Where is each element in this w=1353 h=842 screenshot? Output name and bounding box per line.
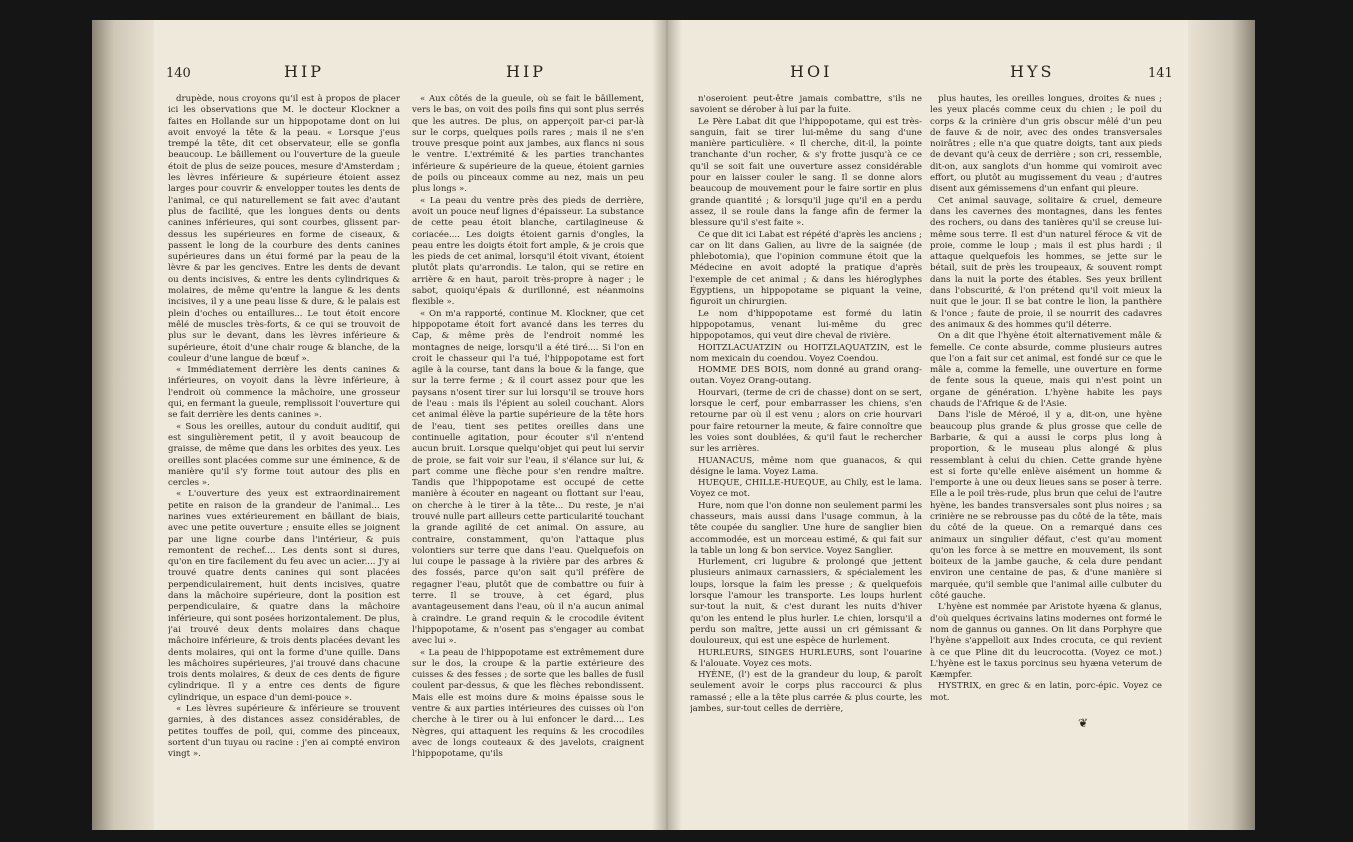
left-page-edges bbox=[92, 20, 154, 830]
left-header-left: HIP bbox=[284, 62, 325, 81]
paragraph: plus hautes, les oreilles longues, droites & nues ; les yeux placés comme ceux du chien ; le poil du corps & la crinière d'un gris obscur mêlé d'un peu de fauve & de noir, avec des ondes transversales noirâtres ; elle n'a que quatre doigts, tant aux pieds de devant qu'à ceux de derrière ; son cri, ressemble, dit-on, aux sanglots d'un homme qui vomiroit avec effort, ou plutôt au mugissement du veau ; d'autres disent aux gémissemens d'un enfant qui pleure. bbox=[930, 94, 1162, 195]
paragraph: « Sous les oreilles, autour du conduit auditif, qui est singulièrement petit, il y avoit beaucoup de graisse, de même que dans les orbites des yeux. Les oreilles sont placées comme sur une éminence, & de manière qu'il s'y forme tout autour des plis en cercles ». bbox=[168, 421, 400, 489]
paragraph: « Immédiatement derrière les dents canines & inférieures, on voyoit dans la lèvre inférieure, à l'endroit où commence la mâchoire, une grosseur qui, en fermant la gueule, remplissoit l'ouverture qui se fait derrière les dents canines ». bbox=[168, 365, 400, 421]
printer-ornament-icon: ❦ bbox=[1078, 716, 1089, 730]
paragraph: « Aux côtés de la gueule, où se fait le bâillement, vers le bas, on voit des poils fins qui sont plus serrés que les autres. De plus, on apperçoit par-ci par-là sur le corps, quelques poils rares ; mais il ne s'en trouve presque point aux jambes, aux flancs ni sous le ventre. L'extrémité & les parties tranchantes inférieure & supérieure de la queue, étoient garnies de poils ou pinceaux comme au nez, mais un peu plus longs ». bbox=[412, 94, 644, 195]
right-column-1 bbox=[690, 94, 922, 810]
paragraph: « La peau du ventre près des pieds de derrière, avoit un pouce neuf lignes d'épaisseur. La substance de cette peau étoit blanche, cartilagineuse & coriacée.... Les doigts étoient garnis d'ongles, la peau entre les doigts étoit fort ample, & je crois que les pieds de cet animal, lorsqu'il étoit vivant, étoient plutôt plats qu'arrondis. Le talon, qui se retire en arrière & en haut, paroit très-propre à nager ; le sabot, quoiqu'épais & durillonné, est néanmoins flexible ». bbox=[412, 195, 644, 308]
right-page-number: 141 bbox=[1148, 66, 1173, 81]
paragraph: Cet animal sauvage, solitaire & cruel, demeure dans les cavernes des montagnes, dans les fentes des rochers, ou dans des tanières qu'il se creuse lui-même sous terre. Il est d'un naturel féroce & vit de proie, comme le loup ; mais il est plus hardi ; il attaque quelquefois les hommes, se jette sur le bétail, suit de près les troupeaux, & souvent rompt dans la nuit la porte des étables. Ses yeux brillent dans l'obscurité, & l'on prétend qu'il voit mieux la nuit que le jour. Il se bat contre le lion, la panthère & l'once ; faute de proie, il se nourrit des cadavres des animaux & des hommes qu'il déterre. bbox=[930, 195, 1162, 330]
paragraph: L'hyène est nommée par Aristote hyæna & glanus, d'où quelques écrivains latins modernes ont formé le nom de gannus ou gannes. On lit dans Porphyre que l'hyène s'appelloit aux Indes crocuta, ce qui revient à ce que Pline dit du leucrocotta. (Voyez ce mot.) L'hyène est le taxus porcinus seu hyæna veterum de Kæmpfer. bbox=[930, 602, 1162, 681]
paragraph: Le nom d'hippopotame est formé du latin hippopotamus, venant lui-même du grec hippopotamos, qui veut dire cheval de rivière. bbox=[690, 308, 922, 342]
left-column-1 bbox=[168, 94, 400, 810]
paragraph: « On m'a rapporté, continue M. Klockner, que cet hippopotame étoit fort avancé dans les terres du Cap, & même près de l'endroit nommé les montagnes de neige, lorsqu'il a été tiré.... Si l'on en croit le chasseur qui l'a tué, l'hippopotame est fort agile à la course, tant dans la boue & la fange, que sur la terre ferme ; & il court assez pour que les paysans n'osent tirer sur lui lorsqu'il se trouve hors de l'eau : mais ils l'épient au soleil couchant. Alors cet animal élève la partie supérieure de la tête hors de l'eau, tient ses petites oreilles dans une continuelle agitation, pour écouter s'il n'entend aucun bruit. Lorsque quelqu'objet qui peut lui servir de proie, se fait voir sur l'eau, il s'élance sur lui, & part comme une flèche pour s'en rendre maître. Tandis que l'hippopotame est occupé de cette manière à écouter en nageant ou flottant sur l'eau, on cherche à le tirer à la tête... Du reste, je n'ai trouvé nulle part ailleurs cette particularité touchant la grande agilité de cet animal. On assure, au contraire, constamment, qu'on l'attaque plus volontiers sur terre que dans l'eau. Quelquefois on lui coupe le passage à la rivière par des arbres & des fossés, parce qu'on sait qu'il préfère de regagner l'eau, plutôt que de combattre ou fuir à terre. Il se trouve, à cet égard, plus avantageusement dans l'eau, où il n'a aucun animal à craindre. Le grand requin & le crocodile évitent l'hippopotame, & n'osent pas s'engager au combat avec lui ». bbox=[412, 308, 644, 647]
paragraph: Dans l'isle de Méroé, il y a, dit-on, une hyène beaucoup plus grande & plus grosse que celle de Barbarie, & qui a aussi le corps plus long à proportion, & le museau plus alongé & plus ressemblant à celui du chien. Cette grande hyène est si forte qu'elle enlève aisément un homme & l'emporte à une ou deux lieues sans se poser à terre. Elle a le poil très-rude, plus brun que celui de l'autre hyène, les bandes transversales sont plus noires ; sa crinière ne se rebrousse pas du côté de la tête, mais du côté de la queue. On a remarqué dans ces animaux un singulier défaut, c'est qu'au moment qu'on les force à se mettre en mouvement, ils sont boiteux de la jambe gauche, & cela dure pendant environ une centaine de pas, & d'une manière si marquée, qu'il semble que l'animal aille culbuter du côté gauche. bbox=[930, 410, 1162, 602]
paragraph: n'oseroient peut-être jamais combattre, s'ils ne savoient se dérober à lui par la fuite. bbox=[690, 94, 922, 116]
paragraph: « L'ouverture des yeux est extraordinairement petite en raison de la grandeur de l'animal... Les narines vues extérieurement en bâillant de biais, avec une petite ouverture ; ensuite elles se joignent par une ligne courbe dans l'intérieur, & puis remontent de rechef.... Les dents sont si dures, qu'on en tire facilement du feu avec un acier.... J'y ai trouvé quatre dents canines qui sont placées perpendiculairement, huit dents incisives, quatre dans la mâchoire supérieure, dont la position est perpendiculaire, & quatre dans la mâchoire inférieure, qui sont posées horizontalement. De plus, j'ai trouvé deux dents molaires dans chaque mâchoire inférieure, & trois dents placées devant les dents molaires, qui ont la forme d'une quille. Dans les mâchoires supérieures, j'ai trouvé dans chacune trois dents molaires, & deux de ces dents de figure cylindrique. Il y a entre ces dents de figure cylindrique, un espace d'un demi-pouce ». bbox=[168, 489, 400, 703]
paragraph: Hourvari, (terme de cri de chasse) dont on se sert, lorsque le cerf, pour embarrasser les chiens, s'en retourne par où il est venu ; alors on crie hourvari pour faire retourner la meute, & faire connoître que les voies sont doublées, & qu'il faut le rechercher sur les arrières. bbox=[690, 387, 922, 455]
left-header-right: HIP bbox=[506, 62, 547, 81]
paragraph: « La peau de l'hippopotame est extrêmement dure sur le dos, la croupe & la partie extérieure des cuisses & des fesses ; de sorte que les balles de fusil coulent par-dessus, & que les flèches rebondissent. Mais elle est moins dure & moins épaisse sous le ventre & aux parties intérieures des cuisses où l'on cherche à le tirer ou à lui enfoncer le dard.... Les Nègres, qui attaquent les requins & les crocodiles avec de longs couteaux & des javelots, craignent l'hippopotame, qu'ils bbox=[412, 647, 644, 760]
right-page-edges bbox=[1188, 20, 1255, 830]
paragraph: HOMME DES BOIS, nom donné au grand orang-outan. Voyez Orang-outang. bbox=[690, 365, 922, 387]
left-column-2 bbox=[412, 94, 644, 810]
book-gutter bbox=[652, 20, 682, 830]
paragraph: HURLEURS, SINGES HURLEURS, sont l'ouarine & l'alouate. Voyez ces mots. bbox=[690, 647, 922, 669]
paragraph: HOITZLACUATZIN ou HOITZLAQUATZIN, est le nom mexicain du coendou. Voyez Coendou. bbox=[690, 342, 922, 364]
paragraph: HUEQUE, CHILLE-HUEQUE, au Chily, est le lama. Voyez ce mot. bbox=[690, 478, 922, 500]
paragraph: Ce que dit ici Labat est répété d'après les anciens ; car on lit dans Galien, au livre de la saignée (de phlebotomia), que l'opinion commune étoit que la Médecine en avoit adopté la pratique d'après l'exemple de cet animal ; & dans les hiéroglyphes Égyptiens, un hippopotame se piquant la veine, figuroit un chirurgien. bbox=[690, 229, 922, 308]
right-header-left: HOI bbox=[790, 62, 833, 81]
right-column-2 bbox=[930, 94, 1162, 810]
paragraph: Le Père Labat dit que l'hippopotame, qui est très-sanguin, fait se tirer lui-même du sang d'une manière particulière. « Il cherche, dit-il, la pointe tranchante d'un rocher, & s'y frotte jusqu'à ce ce qu'il se soit fait une ouverture assez considérable pour en laisser couler le sang. Il se donne alors beaucoup de mouvement pour le faire sortir en plus grande quantité ; & lorsqu'il juge qu'il en a perdu assez, il se roule dans la fange afin de fermer la blessure qu'il s'est faite ». bbox=[690, 116, 922, 229]
paragraph: HUANACUS, même nom que guanacos, & qui désigne le lama. Voyez Lama. bbox=[690, 455, 922, 477]
paragraph: HYÈNE, (l') est de la grandeur du loup, & paroît seulement avoir le corps plus raccourci & plus ramassé ; elle a la tête plus carrée & plus courte, les jambes, sur-tout celles de derrière, bbox=[690, 670, 922, 715]
paragraph: Hurlement, cri lugubre & prolongé que jettent plusieurs animaux carnassiers, & spécialement les loups, lorsque la faim les presse ; & quelquefois lorsque l'amour les transporte. Les loups hurlent sur-tout la nuit, & c'est durant les nuits d'hiver qu'on les entend le plus hurler. Le chien, lorsqu'il a perdu son maître, jette aussi un cri gémissant & douloureux, qui est une espèce de hurlement. bbox=[690, 557, 922, 647]
paragraph: HYSTRIX, en grec & en latin, porc-épic. Voyez ce mot. bbox=[930, 681, 1162, 703]
paragraph: « Les lèvres supérieure & inférieure se trouvent garnies, à des distances assez considérables, de petites touffes de poil, qui, comme des pinceaux, sortent d'un tuyau ou racine : j'en ai compté environ vingt ». bbox=[168, 704, 400, 760]
right-header-right: HYS bbox=[1010, 62, 1055, 81]
paragraph: On a dit que l'hyène étoit alternativement mâle & femelle. Ce conte absurde, comme plusieurs autres que l'on a fait sur cet animal, est fondé sur ce que le mâle a, comme la femelle, une ouverture en forme de fente sous la queue, mais qui n'est point un organe de génération. L'hyène habite les pays chauds de l'Afrique & de l'Asie. bbox=[930, 331, 1162, 410]
paragraph: drupède, nous croyons qu'il est à propos de placer ici les observations que M. le docteur Klockner a faites en Hollande sur un hippopotame dont on lui avoit envoyé la tête & la peau. « Lorsque j'eus trempé la tête, dit cet observateur, elle se gonfla beaucoup. Le bâillement ou l'ouverture de la gueule étoit de plus de seize pouces, mesure d'Amsterdam ; les lèvres inférieure & supérieure étoient assez larges pour couvrir & envelopper toutes les dents de l'animal, ce qui naturellement se fait avec d'autant plus de facilité, que les longues dents ou dents canines inférieures, qui sont courbes, glissent par-dessus les supérieures en forme de ciseaux, & passent le long de la courbure des dents canines supérieures dans un étui formé par la peau de la lèvre & par les gencives. Entre les dents de devant ou dents incisives, & entre les dents cylindriques & molaires, de même qu'entre la langue & les dents incisives, il y a une peau lisse & dure, & le palais est plein d'oches ou entaillures... Le tout étoit encore mêlé de muscles très-forts, & ce qui se trouvoit de plus sur le devant, dans les lèvres inférieure & supérieure, étoit d'une chair rouge & blanche, de la couleur d'une langue de bœuf ». bbox=[168, 94, 400, 364]
left-page-number: 140 bbox=[166, 66, 191, 81]
paragraph: Hure, nom que l'on donne non seulement parmi les chasseurs, mais aussi dans l'usage commun, à la tête coupée du sanglier. Une hure de sanglier bien accommodée, est un morceau estimé, & qui fait sur la table un long & bon service. Voyez Sanglier. bbox=[690, 500, 922, 556]
